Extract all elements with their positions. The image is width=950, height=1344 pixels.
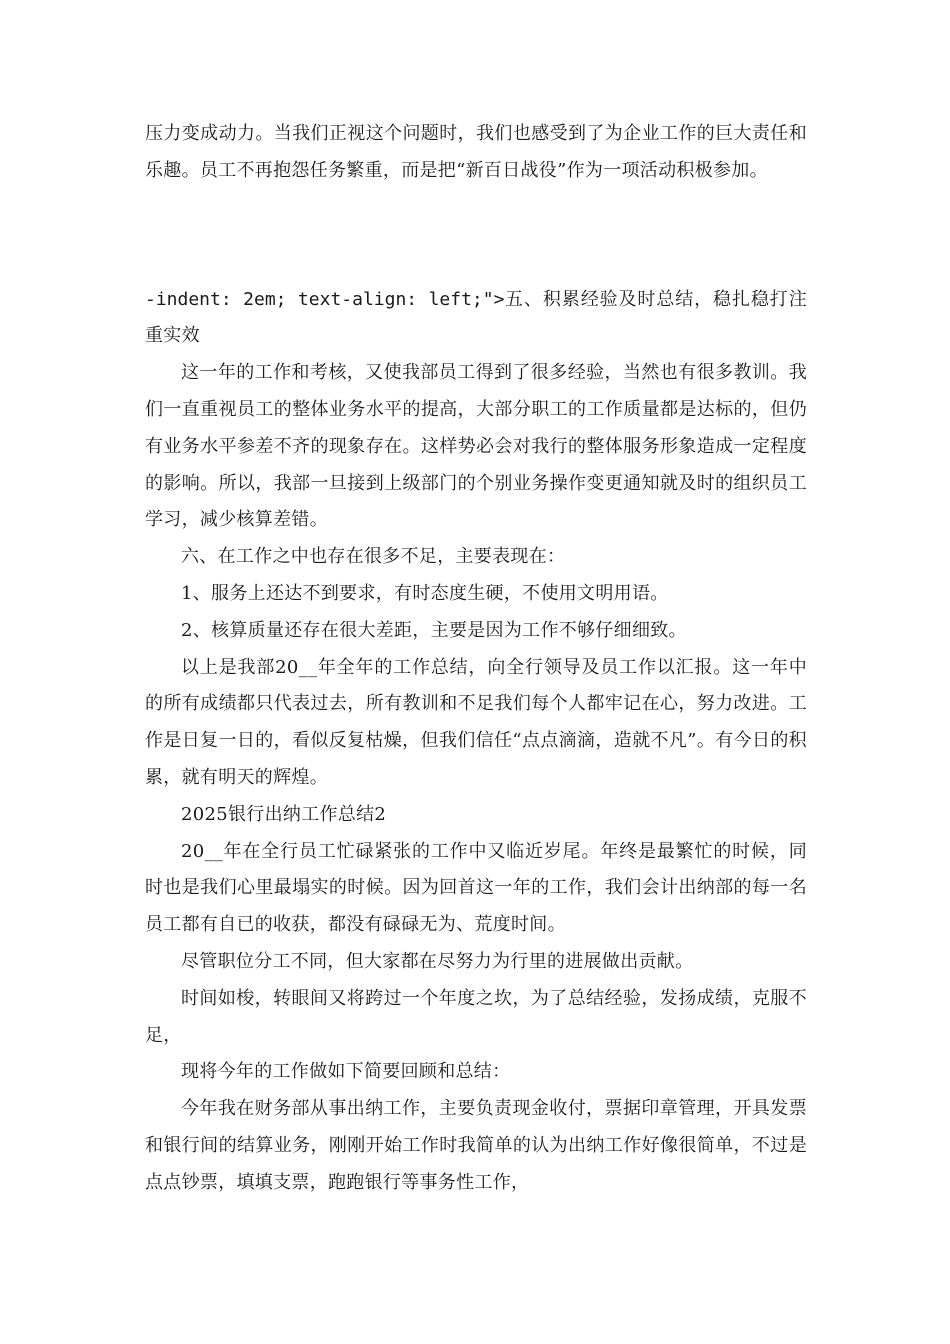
paragraph-review-intro: 现将今年的工作做如下简要回顾和总结： bbox=[181, 1061, 511, 1083]
paragraph-experience: 这一年的工作和考核，又使我部员工得到了很多经验，当然也有很多教训。我们一直重视员工的整体业务水平的提高，大部分职工的工作质量都是达标的，但仍有业务水平参差不齐的现象存在。这样势必会对我行的整体服务形象造成一定程度的影响。所以，我部一旦接到上级部门的个别业务操作变更通知就及时的组织员工学习，减少核算差错。 bbox=[145, 362, 807, 531]
list-item-2: 2、核算质量还存在很大差距，主要是因为工作不够仔细细致。 bbox=[181, 619, 687, 641]
paragraph-shortcomings-intro: 六、在工作之中也存在很多不足，主要表现在： bbox=[181, 546, 566, 568]
section-title-2: 2025银行出纳工作总结2 bbox=[181, 803, 387, 825]
paragraph-year-end: 20__年在全行员工忙碌紧张的工作中又临近岁尾。年终是最繁忙的时候，同时也是我们心里最塌实的时候。因为回首这一年的工作，我们会计出纳部的每一名员工都有自已的收获，都没有碌碌无为、荒度时间。 bbox=[145, 840, 807, 936]
paragraph-time: 时间如梭，转眼间又将跨过一个年度之坎，为了总结经验，发扬成绩，克服不足， bbox=[145, 987, 807, 1046]
paragraph-cashier-work: 今年我在财务部从事出纳工作，主要负责现金收付，票据印章管理，开具发票和银行间的结算业务，刚刚开始工作时我简单的认为出纳工作好像很简单，不过是点点钞票，填填支票，跑跑银行等事务性工作， bbox=[145, 1098, 807, 1193]
section-heading-text: 五、积累经验及时总结，稳扎稳打注重实效 bbox=[145, 288, 807, 347]
section-heading-5 bbox=[145, 282, 807, 356]
blank-gap bbox=[145, 190, 807, 282]
raw-markup-fragment: -indent: 2em; text-align: left;"> bbox=[145, 288, 505, 310]
paragraph-top: 压力变成动力。当我们正视这个问题时，我们也感受到了为企业工作的巨大责任和乐趣。员工不再抱怨任务繁重，而是把“新百日战役”作为一项活动积极参加。 bbox=[145, 123, 807, 181]
paragraph-conclusion: 以上是我部20__年全年的工作总结，向全行领导及员工作以汇报。这一年中的所有成绩都只代表过去，所有教训和不足我们每个人都牢记在心，努力改进。工作是日复一日的，看似反复枯燥，但我们信任“点点滴滴，造就不凡”。有今日的积累，就有明天的辉煌。 bbox=[145, 656, 807, 788]
paragraph-contribution: 尽管职位分工不同，但大家都在尽努力为行里的进展做出贡献。 bbox=[181, 950, 694, 972]
document-page bbox=[145, 116, 807, 1202]
list-item-1: 1、服务上还达不到要求，有时态度生硬，不使用文明用语。 bbox=[181, 582, 669, 604]
